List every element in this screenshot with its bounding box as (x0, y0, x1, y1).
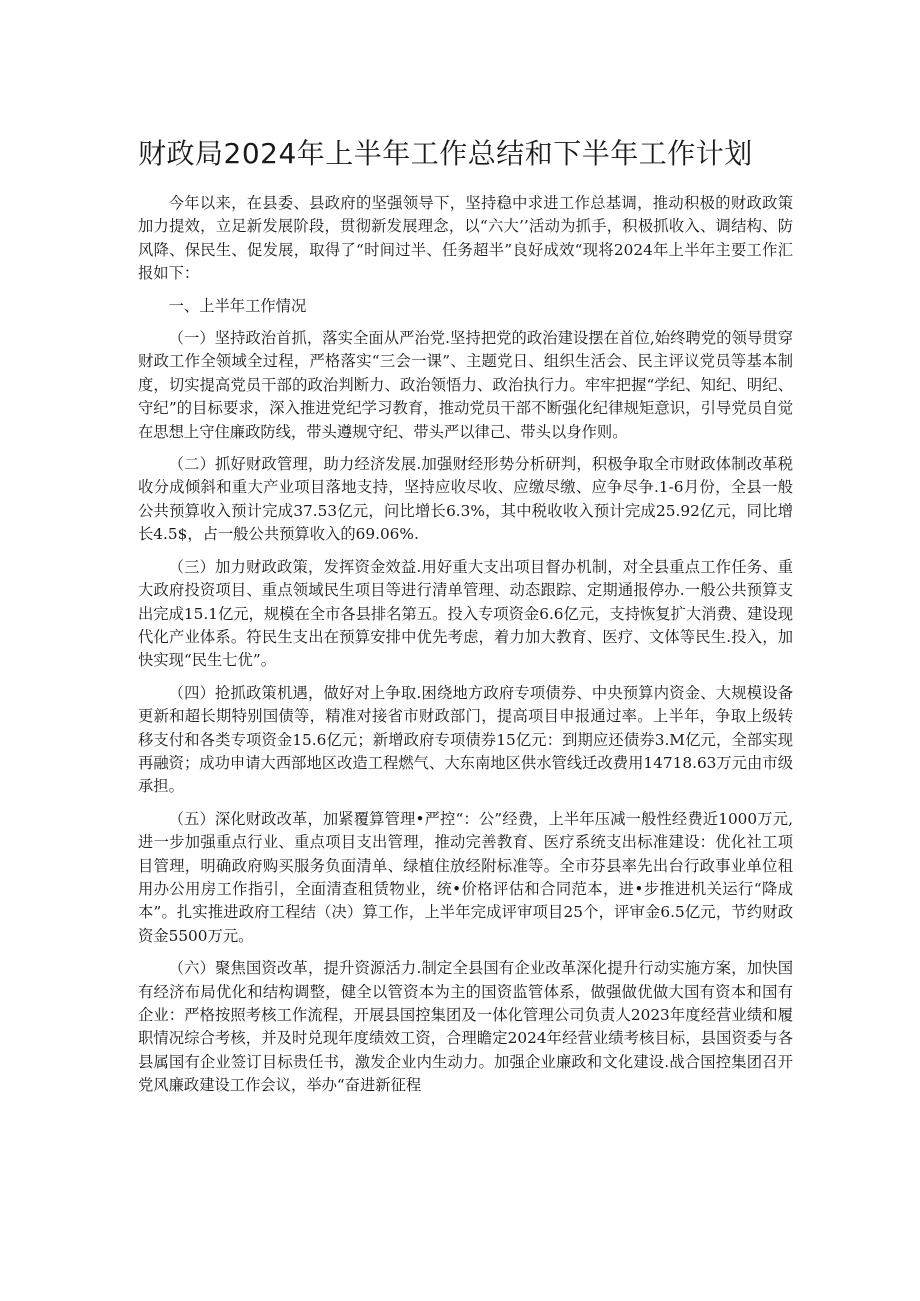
paragraph-3-fiscal-policy: （三）加力财政政策，发挥资金效益.用好重大支出项目督办机制，对全县重点工作任务、重大政府投资项目、重点领域民生项目等进行清单管理、动态跟踪、定期通报停办.一般公共预算支出完成15.1亿元，规模在全市各县排名第五。投入专项资金6.6亿元，支持恢复扩大消费、建设现代化产业体系。符民生支出在预算安排中优先考虑，着力加大教育、医疗、文体等民生.投入，加快实现“民生七优”。 (138, 557, 793, 670)
document-title: 财政局2024年上半年工作总结和下半年工作计划 (138, 137, 753, 170)
section-heading-first-half: 一、上半年工作情况 (168, 296, 307, 315)
intro-paragraph: 今年以来，在县委、县政府的坚强领导下，坚持稳中求进工作总基调，推动积极的财政政策加力提效，立足新发展阶段，贯彻新发展理念，以“六大’’活动为抓手，积极抓收入、调结构、防风降、保民生、促发展，取得了“时间过半、任务超半”良好成效“现将2024年上半年主要工作汇报如下： (138, 194, 793, 283)
paragraph-1-party-building: （一）坚持政治首抓，落实全面从严治党.坚持把党的政治建设摆在首位,始终聘党的领导贯穿财政工作全领域全过程，严格落实“三会一课”、主题党日、组织生活会、民主评议党员等基本制度，切实提高党员干部的政治判断力、政治领悟力、政治执行力。牢牢把握“学纪、知纪、明纪、守纪”的目标要求，深入推进党纪学习教育，推动党员干部不断强化纪律规矩意识，引导党员自觉在思想上守住廉政防线，带头遵规守纪、带头严以律己、带头以身作则。 (138, 329, 793, 441)
paragraph-2-fiscal-management: （二）抓好财政管理，助力经济发展.加强财经形势分析研判，积极争取全市财政体制改革税收分成倾斜和重大产业项目落地支持，坚持应收尽收、应缴尽缴、应争尽争.1-6月份，全县一般公共预算收入预计完成37.53亿元，问比增长6.3%，其中税收收入预计完成25.92亿元，同比增长4.5$，占一般公共预算收入的69.06%. (138, 455, 793, 544)
paragraph-6-state-assets-reform: （六）聚焦国资改革，提升资源活力.制定全县国有企业改革深化提升行动实施方案，加快国有经济布局优化和结构调整，健全以管资本为主的国资监管体系，做强做优做大国有资本和国有企业：严格按照考核工作流程，开展县国控集团及一体化管理公司负责人2023年度经营业绩和履职情况综合考核，并及时兑现年度绩效工资，合理瞻定2024年经营业绩考核目标，县国资委与各县属国有企业签订目标贵任书，激发企业内生动力。加强企业廉政和文化建设.战合国控集团召开党风廉政建设工作会议，举办“奋进新征程 (138, 959, 793, 1095)
document-page (138, 134, 793, 1107)
paragraph-5-fiscal-reform: （五）深化财政改革，加紧覆算管理•严控“：公”经费，上半年压减一般性经费近1000万元,进一步加强重点行业、重点项目支出管理，推动完善教育、医疗系统支出标准建设：优化社工项目管理，明确政府购买服务负面清单、绿植住放经附标准等。全市芬县率先出台行政事业单位租用办公用房工作指引，全面清查租赁物业，统•价格评估和合同范本，进•步推进机关运行“降成本”。扎实推进政府工程结（决）算工作，上半年完成评审项目25个，评审金6.5亿元，节约财政资金5500万元。 (138, 809, 793, 945)
paragraph-4-policy-opportunities: （四）抢抓政策机遇，做好对上争取.困绕地方政府专项债券、中央预算内资金、大规模设备更新和超长期特别国债等，精准对接省市财政部门，提高项目申报通过率。上半年，争取上级转移支付和各类专项资金15.6亿元；新增政府专项债券15亿元：到期应还债券3.M亿元，全部实现再融资；成功申请大西部地区改造工程燃气、大东南地区供水管线迁改费用14718.63万元由市级承担。 (138, 683, 793, 796)
